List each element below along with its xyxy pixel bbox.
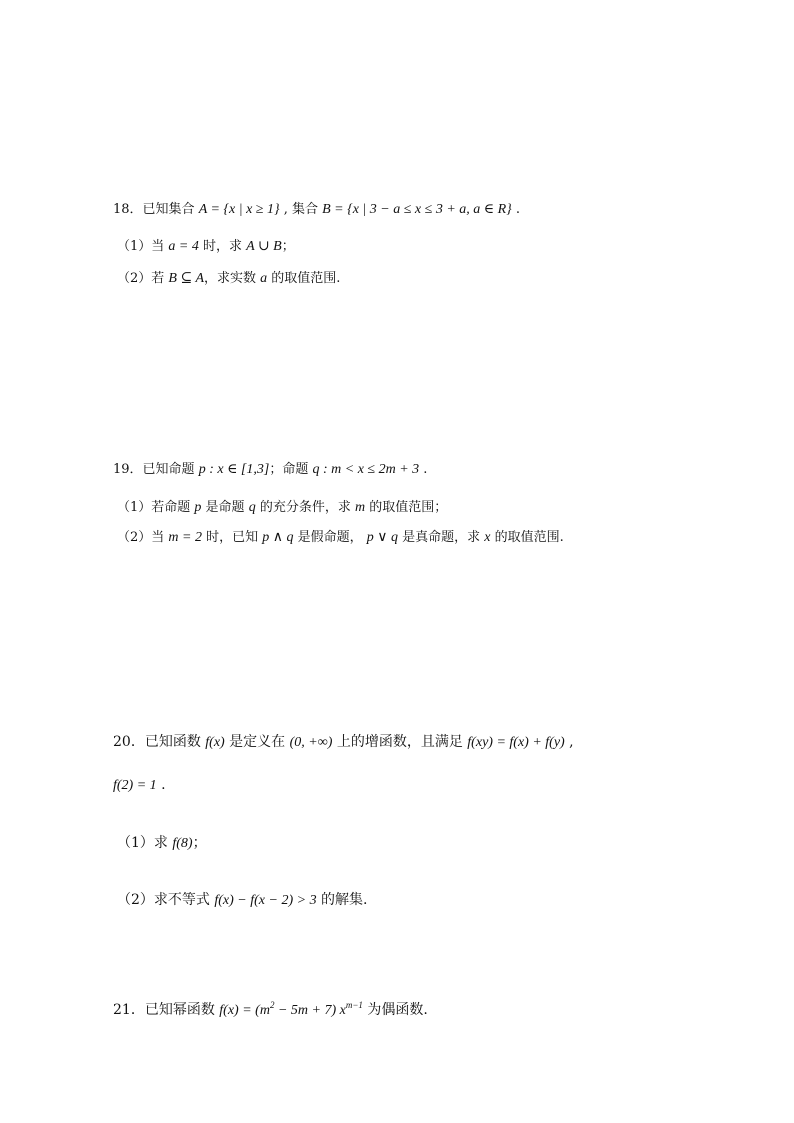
q19-part1: （1）若命题 p 是命题 q 的充分条件，求 m 的取值范围；	[117, 500, 448, 515]
q20-number: 20．	[113, 734, 145, 750]
q20-part2: （2）求不等式 f(x) − f(x − 2) > 3 的解集.	[117, 892, 368, 908]
q21-number: 21．	[113, 1002, 145, 1018]
q18-stem: 18．已知集合 A = {x | x ≥ 1} , 集合 B = {x | 3 − a ≤ x ≤ 3 + a, a ∈ R} .	[113, 202, 521, 217]
q19-number: 19．	[113, 462, 143, 477]
q20-part1: （1）求 f(8)；	[117, 835, 207, 851]
q19-prop-p: p : x ∈ [1,3]	[198, 462, 270, 477]
q18-part1: （1）当 a = 4 时，求 A ∪ B；	[117, 239, 295, 254]
q19-stem: 19．已知命题 p : x ∈ [1,3]；命题 q : m < x ≤ 2m + 3 .	[113, 462, 428, 477]
q20-stem: 20．已知函数 f(x) 是定义在 (0, +∞) 上的增函数，且满足 f(xy) = f(x) + f(y) ,	[113, 734, 574, 750]
q19-prop-q: q : m < x ≤ 2m + 3	[312, 462, 420, 477]
q20-stem-line2: f(2) = 1 .	[113, 777, 166, 793]
q18-number: 18．	[113, 202, 143, 217]
q18-set-a: A = {x | x ≥ 1}	[198, 202, 280, 217]
q21-stem: 21．已知幂函数 $f(x) = (m^2 - 5m + 7)$ $x^{m-1}$ 为偶函数.	[113, 1000, 428, 1018]
q19-part2: （2）当 m = 2 时，已知 p ∧ q 是假命题， p ∨ q 是真命题，求 x 的取值范围.	[117, 530, 564, 545]
q18-part2: （2）若 B ⊆ A，求实数 a 的取值范围.	[117, 271, 341, 286]
q18-set-b: B = {x | 3 − a ≤ x ≤ 3 + a, a ∈ R}	[322, 202, 512, 217]
